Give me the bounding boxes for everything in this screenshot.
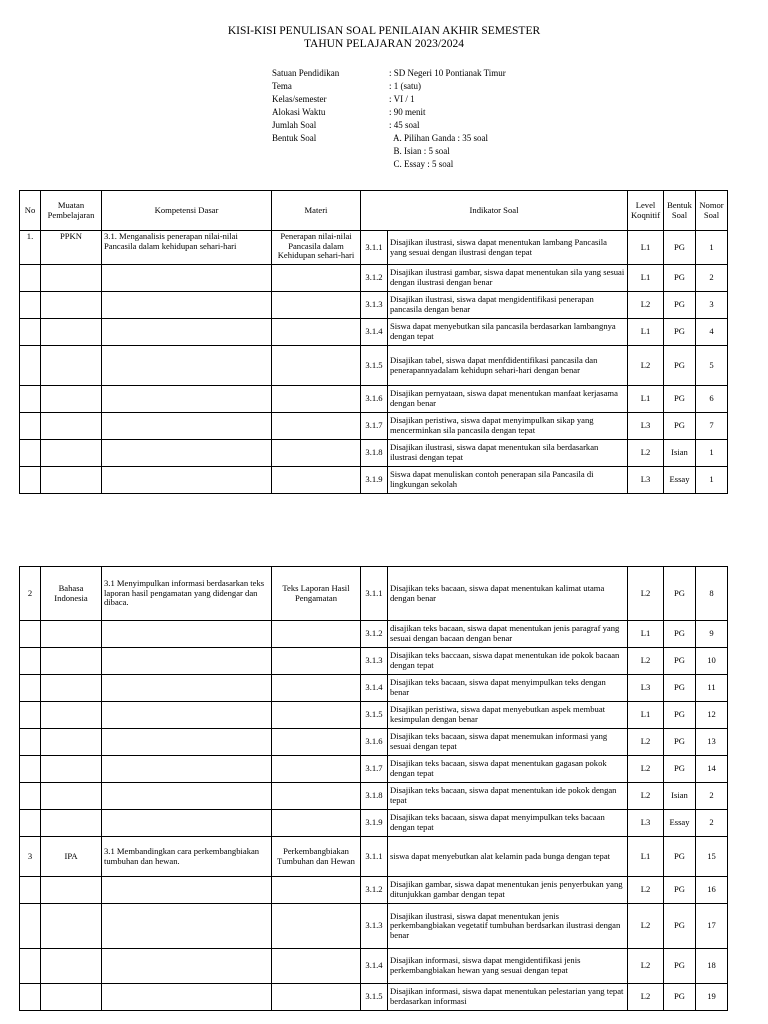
subject-kompetensi-dasar: 3.1 Menyimpulkan informasi berdasarkan teks laporan hasil pengamatan yang didengar dan dibaca. — [102, 567, 272, 621]
level-cell: L2 — [628, 648, 664, 675]
subject-no: 1. — [20, 231, 41, 265]
subject-muatan: IPA — [41, 837, 102, 877]
level-cell: L2 — [628, 729, 664, 756]
indikator-text: Disajikan teks bacaan, siswa dapat menentukan kalimat utama dengan benar — [388, 567, 628, 621]
bentuk-cell: PG — [664, 904, 696, 949]
empty-cell — [20, 621, 41, 648]
empty-cell — [20, 904, 41, 949]
indikator-text: Disajikan gambar, siswa dapat menentukan jenis penyerbukan yang ditunjukkan gambar dengan tepat — [388, 877, 628, 904]
empty-cell — [20, 346, 41, 386]
indikator-code: 3.1.9 — [361, 810, 388, 837]
empty-cell — [272, 904, 361, 949]
table-row — [20, 675, 728, 702]
empty-cell — [102, 949, 272, 984]
empty-cell — [272, 621, 361, 648]
empty-cell — [41, 729, 102, 756]
header-bentuk: Bentuk Soal — [664, 191, 696, 231]
subject-materi: Perkembangbiakan Tumbuhan dan Hewan — [272, 837, 361, 877]
bentuk-cell: PG — [664, 837, 696, 877]
empty-cell — [102, 984, 272, 1011]
empty-cell — [41, 877, 102, 904]
header-level: Level Koqnitif — [628, 191, 664, 231]
table-row — [20, 621, 728, 648]
table-row — [20, 729, 728, 756]
indikator-code: 3.1.1 — [361, 567, 388, 621]
empty-cell — [102, 675, 272, 702]
empty-cell — [102, 319, 272, 346]
indikator-code: 3.1.8 — [361, 783, 388, 810]
indikator-code: 3.1.1 — [361, 231, 388, 265]
info-row — [272, 106, 506, 119]
bentuk-cell: PG — [664, 292, 696, 319]
indikator-text: Disajikan peristiwa, siswa dapat menyebutkan aspek membuat kesimpulan dengan benar — [388, 702, 628, 729]
indikator-code: 3.1.5 — [361, 346, 388, 386]
empty-cell — [272, 346, 361, 386]
bentuk-cell: PG — [664, 567, 696, 621]
nomor-cell: 18 — [696, 949, 728, 984]
empty-cell — [102, 756, 272, 783]
empty-cell — [41, 648, 102, 675]
kisi-kisi-table-1 — [19, 190, 728, 494]
info-row — [272, 158, 506, 171]
bentuk-cell: PG — [664, 729, 696, 756]
indikator-code: 3.1.2 — [361, 621, 388, 648]
indikator-text: Disajikan teks bacaan, siswa dapat menyimpulkan teks bacaan dengan tepat — [388, 810, 628, 837]
empty-cell — [102, 783, 272, 810]
nomor-cell: 12 — [696, 702, 728, 729]
bentuk-cell: Isian — [664, 783, 696, 810]
table-row — [20, 648, 728, 675]
empty-cell — [102, 648, 272, 675]
indikator-text: Disajikan ilustrasi, siswa dapat menentukan sila berdasarkan ilustrasi dengan tepat — [388, 440, 628, 467]
table-row — [20, 783, 728, 810]
table-row — [20, 413, 728, 440]
header-no: No — [20, 191, 41, 231]
bentuk-cell: Isian — [664, 440, 696, 467]
level-cell: L1 — [628, 265, 664, 292]
empty-cell — [272, 729, 361, 756]
school-info — [272, 67, 506, 171]
bentuk-cell: PG — [664, 621, 696, 648]
info-row — [272, 67, 506, 80]
indikator-text: Disajikan ilustrasi, siswa dapat menentukan lambang Pancasila yang sesuai dengan ilustrasi dengan tepat — [388, 231, 628, 265]
level-cell: L2 — [628, 756, 664, 783]
level-cell: L1 — [628, 621, 664, 648]
level-cell: L2 — [628, 984, 664, 1011]
level-cell: L1 — [628, 837, 664, 877]
level-cell: L2 — [628, 292, 664, 319]
subject-materi: Teks Laporan Hasil Pengamatan — [272, 567, 361, 621]
bentuk-cell: PG — [664, 702, 696, 729]
info-label: Jumlah Soal — [272, 120, 317, 130]
nomor-cell: 16 — [696, 877, 728, 904]
empty-cell — [102, 265, 272, 292]
indikator-code: 3.1.4 — [361, 675, 388, 702]
document-title-line2: TAHUN PELAJARAN 2023/2024 — [303, 38, 465, 50]
empty-cell — [102, 346, 272, 386]
level-cell: L2 — [628, 346, 664, 386]
nomor-cell: 1 — [696, 231, 728, 265]
empty-cell — [41, 904, 102, 949]
nomor-cell: 9 — [696, 621, 728, 648]
indikator-text: Disajikan pernyataan, siswa dapat menentukan manfaat kerjasama dengan benar — [388, 386, 628, 413]
nomor-cell: 8 — [696, 567, 728, 621]
info-row — [272, 93, 506, 106]
empty-cell — [41, 984, 102, 1011]
indikator-text: disajikan teks bacaan, siswa dapat menentukan jenis paragraf yang sesuai dengan bacaan dengan benar — [388, 621, 628, 648]
empty-cell — [20, 413, 41, 440]
empty-cell — [272, 648, 361, 675]
nomor-cell: 10 — [696, 648, 728, 675]
bentuk-cell: PG — [664, 413, 696, 440]
indikator-code: 3.1.6 — [361, 729, 388, 756]
indikator-text: Disajikan peristiwa, siswa dapat menyimpulkan sikap yang mencerminkan sila pancasila dengan tepat — [388, 413, 628, 440]
empty-cell — [272, 877, 361, 904]
indikator-text: Disajikan teks bacaan, siswa dapat menentukan gagasan pokok dengan tepat — [388, 756, 628, 783]
empty-cell — [41, 265, 102, 292]
empty-cell — [20, 949, 41, 984]
indikator-code: 3.1.2 — [361, 265, 388, 292]
table-row — [20, 904, 728, 949]
table-row — [20, 467, 728, 494]
info-value: B. Isian : 5 soal — [389, 146, 450, 156]
header-muatan: Muatan Pembelajaran — [41, 191, 102, 231]
empty-cell — [102, 877, 272, 904]
table-row — [20, 810, 728, 837]
subject-muatan: Bahasa Indonesia — [41, 567, 102, 621]
subject-materi: Penerapan nilai-nilai Pancasila dalam Kehidupan sehari-hari — [272, 231, 361, 265]
level-cell: L2 — [628, 877, 664, 904]
empty-cell — [102, 386, 272, 413]
empty-cell — [41, 675, 102, 702]
level-cell: L1 — [628, 319, 664, 346]
empty-cell — [20, 648, 41, 675]
empty-cell — [20, 702, 41, 729]
info-row — [272, 119, 506, 132]
indikator-code: 3.1.4 — [361, 319, 388, 346]
nomor-cell: 2 — [696, 265, 728, 292]
indikator-code: 3.1.3 — [361, 904, 388, 949]
indikator-text: Disajikan teks bacaan, siswa dapat menyimpulkan teks dengan benar — [388, 675, 628, 702]
level-cell: L3 — [628, 467, 664, 494]
empty-cell — [272, 319, 361, 346]
info-value: A. Pilihan Ganda : 35 soal — [389, 133, 488, 143]
info-label: Kelas/semester — [272, 94, 327, 104]
table-row — [20, 984, 728, 1011]
bentuk-cell: PG — [664, 877, 696, 904]
level-cell: L2 — [628, 783, 664, 810]
nomor-cell: 6 — [696, 386, 728, 413]
info-label — [272, 158, 389, 171]
empty-cell — [20, 265, 41, 292]
empty-cell — [272, 783, 361, 810]
empty-cell — [102, 702, 272, 729]
bentuk-cell: PG — [664, 756, 696, 783]
nomor-cell: 2 — [696, 810, 728, 837]
table-row — [20, 440, 728, 467]
nomor-cell: 7 — [696, 413, 728, 440]
empty-cell — [272, 702, 361, 729]
nomor-cell: 4 — [696, 319, 728, 346]
empty-cell — [102, 467, 272, 494]
indikator-text: Disajikan ilustrasi gambar, siswa dapat menentukan sila yang sesuai dengan ilustrasi dengan benar — [388, 265, 628, 292]
indikator-text: siswa dapat menyebutkan alat kelamin pada bunga dengan tepat — [388, 837, 628, 877]
info-row — [272, 132, 506, 145]
subject-no: 2 — [20, 567, 41, 621]
info-value: : 45 soal — [389, 120, 420, 130]
document-title-line1: KISI-KISI PENULISAN SOAL PENILAIAN AKHIR SEMESTER — [227, 25, 541, 37]
empty-cell — [20, 729, 41, 756]
empty-cell — [20, 467, 41, 494]
bentuk-cell: PG — [664, 386, 696, 413]
empty-cell — [272, 467, 361, 494]
empty-cell — [20, 319, 41, 346]
level-cell: L1 — [628, 231, 664, 265]
empty-cell — [102, 621, 272, 648]
info-row — [272, 80, 506, 93]
empty-cell — [20, 675, 41, 702]
indikator-text: Disajikan ilustrasi, siswa dapat mengidentifikasi penerapan pancasila dengan benar — [388, 292, 628, 319]
level-cell: L2 — [628, 949, 664, 984]
bentuk-cell: PG — [664, 319, 696, 346]
empty-cell — [272, 756, 361, 783]
empty-cell — [20, 877, 41, 904]
empty-cell — [102, 729, 272, 756]
nomor-cell: 11 — [696, 675, 728, 702]
indikator-code: 3.1.3 — [361, 292, 388, 319]
nomor-cell: 3 — [696, 292, 728, 319]
bentuk-cell: PG — [664, 346, 696, 386]
indikator-code: 3.1.8 — [361, 440, 388, 467]
empty-cell — [102, 904, 272, 949]
indikator-code: 3.1.7 — [361, 413, 388, 440]
nomor-cell: 14 — [696, 756, 728, 783]
indikator-text: Disajikan teks bacaan, siswa dapat menemukan informasi yang sesuai dengan tepat — [388, 729, 628, 756]
indikator-code: 3.1.2 — [361, 877, 388, 904]
nomor-cell: 1 — [696, 440, 728, 467]
empty-cell — [20, 783, 41, 810]
empty-cell — [41, 292, 102, 319]
empty-cell — [41, 440, 102, 467]
info-value: C. Essay : 5 soal — [389, 159, 454, 169]
indikator-text: Disajikan teks baccaan, siswa dapat menentukan ide pokok bacaan dengan tepat — [388, 648, 628, 675]
empty-cell — [41, 386, 102, 413]
nomor-cell: 1 — [696, 467, 728, 494]
empty-cell — [272, 949, 361, 984]
table-row — [20, 567, 728, 621]
table-row — [20, 292, 728, 319]
empty-cell — [41, 621, 102, 648]
bentuk-cell: PG — [664, 231, 696, 265]
info-label — [272, 145, 389, 158]
empty-cell — [41, 467, 102, 494]
empty-cell — [272, 810, 361, 837]
bentuk-cell: PG — [664, 949, 696, 984]
nomor-cell: 17 — [696, 904, 728, 949]
bentuk-cell: PG — [664, 675, 696, 702]
empty-cell — [272, 386, 361, 413]
header-nomor: Nomor Soal — [696, 191, 728, 231]
empty-cell — [20, 984, 41, 1011]
empty-cell — [20, 292, 41, 319]
info-value: : VI / 1 — [389, 94, 415, 104]
subject-kompetensi-dasar: 3.1 Membandingkan cara perkembangbiakan tumbuhan dan hewan. — [102, 837, 272, 877]
table-row — [20, 877, 728, 904]
empty-cell — [41, 346, 102, 386]
table-row — [20, 386, 728, 413]
indikator-code: 3.1.1 — [361, 837, 388, 877]
table-row — [20, 949, 728, 984]
indikator-text: Disajikan tabel, siswa dapat menfdidentifikasi pancasila dan penerapannyadalam kehidupn sehari-hari dengan benar — [388, 346, 628, 386]
empty-cell — [41, 949, 102, 984]
nomor-cell: 19 — [696, 984, 728, 1011]
nomor-cell: 5 — [696, 346, 728, 386]
indikator-code: 3.1.5 — [361, 984, 388, 1011]
subject-muatan: PPKN — [41, 231, 102, 265]
kisi-kisi-table-2 — [19, 566, 728, 1011]
level-cell: L1 — [628, 386, 664, 413]
header-indikator: Indikator Soal — [361, 191, 628, 231]
indikator-text: Disajikan teks bacaan, siswa dapat menentukan ide pokok dengan tepat — [388, 783, 628, 810]
empty-cell — [272, 984, 361, 1011]
empty-cell — [20, 440, 41, 467]
info-label: Bentuk Soal — [272, 133, 317, 143]
empty-cell — [272, 413, 361, 440]
bentuk-cell: Essay — [664, 810, 696, 837]
table-row — [20, 319, 728, 346]
level-cell: L3 — [628, 675, 664, 702]
empty-cell — [272, 440, 361, 467]
empty-cell — [102, 440, 272, 467]
header-materi: Materi — [272, 191, 361, 231]
empty-cell — [20, 756, 41, 783]
indikator-code: 3.1.9 — [361, 467, 388, 494]
table-row — [20, 756, 728, 783]
info-label: Satuan Pendidikan — [272, 68, 340, 78]
level-cell: L2 — [628, 904, 664, 949]
level-cell: L3 — [628, 810, 664, 837]
level-cell: L3 — [628, 413, 664, 440]
indikator-text: Disajikan informasi, siswa dapat mengidentifikasi jenis perkembangbiakan hewan yang sesuai dengan tepat — [388, 949, 628, 984]
empty-cell — [41, 756, 102, 783]
subject-kompetensi-dasar: 3.1. Menganalisis penerapan nilai-nilai Pancasila dalam kehidupan sehari-hari — [102, 231, 272, 265]
indikator-text: Siswa dapat menuliskan contoh penerapan sila Pancasila di lingkungan sekolah — [388, 467, 628, 494]
indikator-text: Disajikan informasi, siswa dapat menentukan pelestarian yang tepat berdasarkan informasi — [388, 984, 628, 1011]
empty-cell — [102, 413, 272, 440]
level-cell: L2 — [628, 440, 664, 467]
info-value: : 1 (satu) — [389, 81, 421, 91]
nomor-cell: 13 — [696, 729, 728, 756]
bentuk-cell: PG — [664, 265, 696, 292]
indikator-code: 3.1.6 — [361, 386, 388, 413]
empty-cell — [41, 783, 102, 810]
info-label: Tema — [272, 81, 292, 91]
header-kompetensi-dasar: Kompetensi Dasar — [102, 191, 272, 231]
empty-cell — [20, 386, 41, 413]
indikator-code: 3.1.3 — [361, 648, 388, 675]
info-row — [272, 145, 506, 158]
table-row — [20, 265, 728, 292]
empty-cell — [102, 810, 272, 837]
empty-cell — [41, 702, 102, 729]
indikator-code: 3.1.5 — [361, 702, 388, 729]
empty-cell — [272, 265, 361, 292]
empty-cell — [41, 810, 102, 837]
empty-cell — [20, 810, 41, 837]
level-cell: L2 — [628, 567, 664, 621]
info-value: : SD Negeri 10 Pontianak Timur — [389, 68, 506, 78]
table-row — [20, 231, 728, 265]
bentuk-cell: PG — [664, 648, 696, 675]
indikator-text: Disajikan ilustrasi, siswa dapat menentukan jenis perkembangbiakan vegetatif tumbuhan berdsarkan ilustrasi dengan benar — [388, 904, 628, 949]
table-row — [20, 837, 728, 877]
level-cell: L1 — [628, 702, 664, 729]
indikator-text: Siswa dapat menyebutkan sila pancasila berdasarkan lambangnya dengan tepat — [388, 319, 628, 346]
info-value: : 90 menit — [389, 107, 426, 117]
nomor-cell: 2 — [696, 783, 728, 810]
bentuk-cell: Essay — [664, 467, 696, 494]
table-row — [20, 346, 728, 386]
indikator-code: 3.1.4 — [361, 949, 388, 984]
empty-cell — [41, 413, 102, 440]
subject-no: 3 — [20, 837, 41, 877]
empty-cell — [102, 292, 272, 319]
info-label: Alokasi Waktu — [272, 107, 326, 117]
indikator-code: 3.1.7 — [361, 756, 388, 783]
table-row — [20, 702, 728, 729]
nomor-cell: 15 — [696, 837, 728, 877]
bentuk-cell: PG — [664, 984, 696, 1011]
empty-cell — [41, 319, 102, 346]
empty-cell — [272, 292, 361, 319]
empty-cell — [272, 675, 361, 702]
